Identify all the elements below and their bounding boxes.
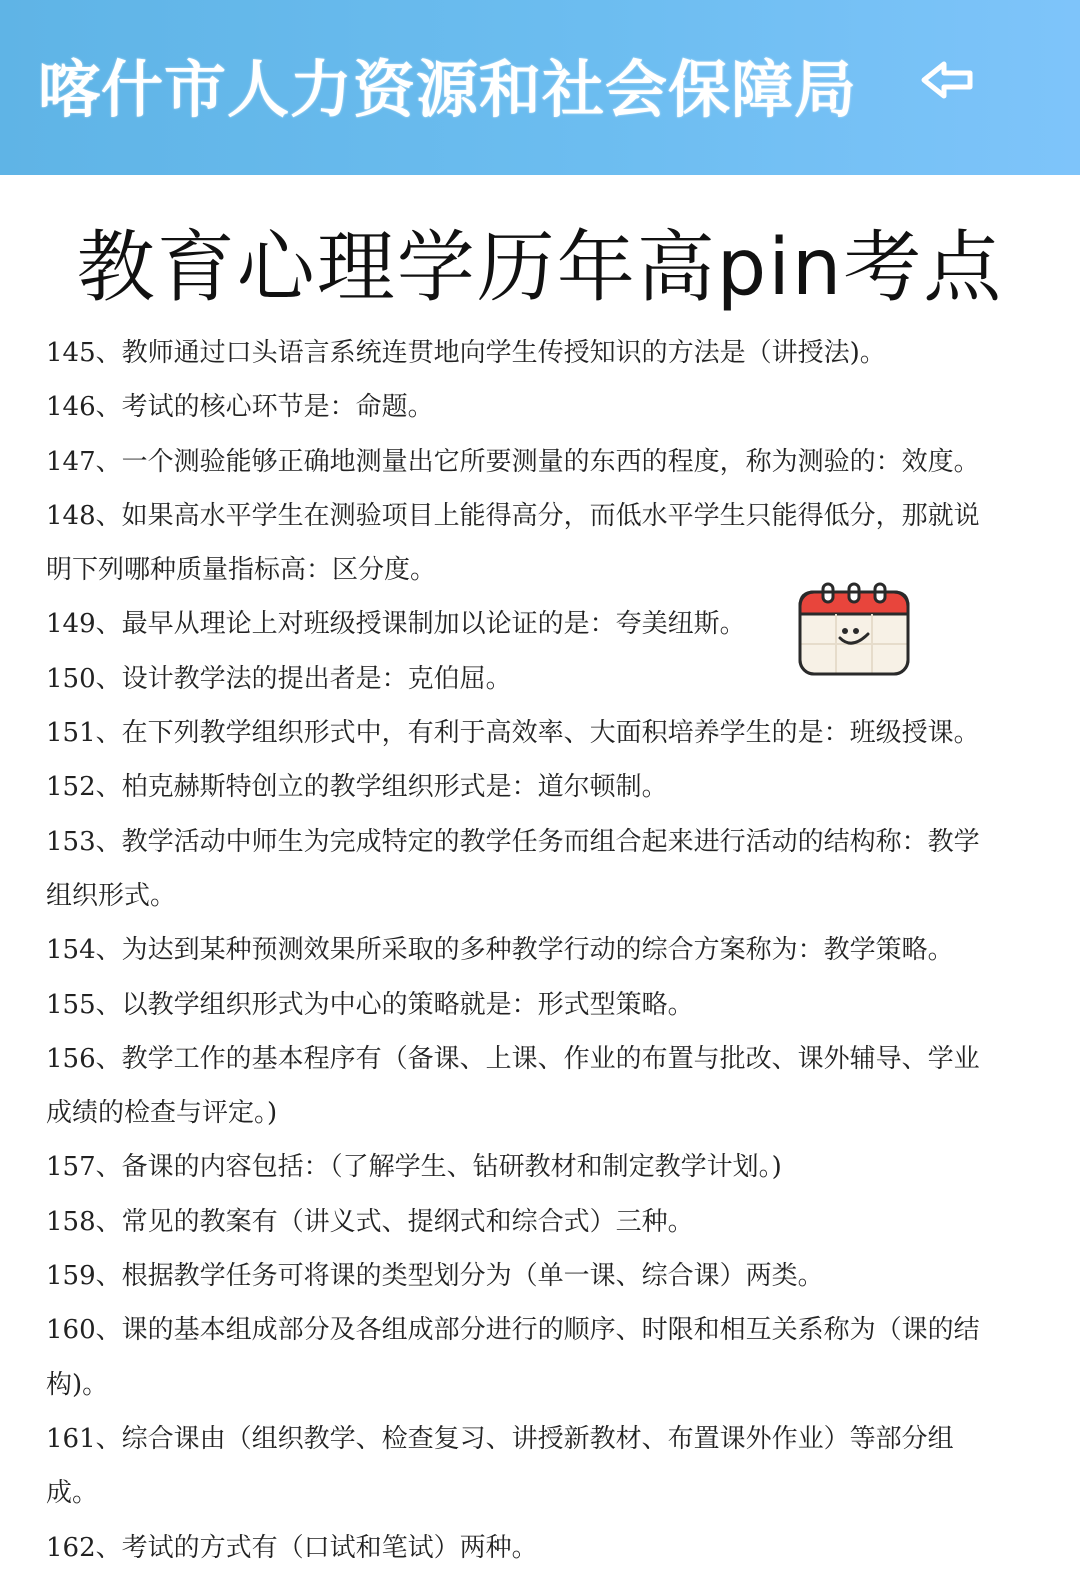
list-item: 149、最早从理论上对班级授课制加以论证的是：夸美纽斯。 [46,609,746,640]
list-item: 160、课的基本组成部分及各组成部分进行的顺序、时限和相互关系称为（课的结构)。 [46,1315,980,1400]
left-arrow-icon [918,56,976,104]
list-item: 161、综合课由（组织教学、检查复习、讲授新教材、布置课外作业）等部分组成。 [46,1423,954,1509]
calendar-smiley-icon [796,580,914,680]
list-item: 152、柏克赫斯特创立的教学组织形式是：道尔顿制。 [46,772,668,803]
list-item: 151、在下列教学组织形式中，有利于高效率、大面积培养学生的是：班级授课。 [46,718,980,749]
list-item: 159、根据教学任务可将课的类型划分为（单一课、综合课）两类。 [46,1261,824,1292]
list-item: 146、考试的核心环节是：命题。 [46,392,434,423]
list-item: 145、教师通过口头语言系统连贯地向学生传授知识的方法是（讲授法)。 [46,338,886,368]
list-item: 150、设计教学法的提出者是：克伯屈。 [46,663,512,694]
list-item: 157、备课的内容包括：（了解学生、钻研教材和制定教学计划。) [46,1152,782,1183]
list-item: 153、教学活动中师生为完成特定的教学任务而组合起来进行活动的结构称：教学组织形式。 [46,826,980,911]
banner-title: 喀什市人力资源和社会保障局 [38,53,858,126]
list-item: 155、以教学组织形式为中心的策略就是：形式型策略。 [46,989,694,1020]
list-item: 156、教学工作的基本程序有（备课、上课、作业的布置与批改、课外辅导、学业成绩的检查与评定。) [46,1043,980,1129]
header-banner [0,0,1080,175]
qa-list [46,326,996,1575]
list-item: 158、常见的教案有（讲义式、提纲式和综合式）三种。 [46,1206,694,1237]
list-item: 162、考试的方式有（口试和笔试）两种。 [46,1532,538,1563]
list-item: 154、为达到某种预测效果所采取的多种教学行动的综合方案称为：教学策略。 [46,935,954,966]
list-item: 147、一个测验能够正确地测量出它所要测量的东西的程度，称为测验的：效度。 [46,446,980,477]
list-item: 148、如果高水平学生在测验项目上能得高分，而低水平学生只能得低分，那就说明下列哪种质量指标高：区分度。 [46,500,980,586]
page-title: 教育心理学历年高pin考点 [76,223,1004,313]
